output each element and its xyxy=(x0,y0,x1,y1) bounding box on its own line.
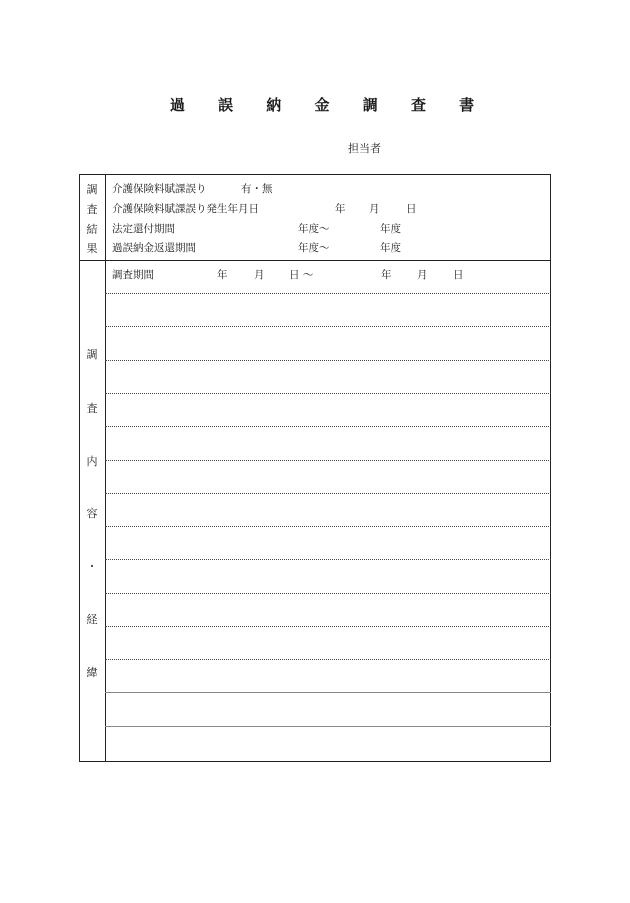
error-date-day: 日 xyxy=(406,203,417,215)
writing-line xyxy=(105,493,551,494)
writing-line xyxy=(105,593,551,594)
content-label-7: 緯 xyxy=(86,666,98,679)
writing-line xyxy=(105,626,551,627)
return-period-label: 過誤納金返還期間 xyxy=(112,242,196,254)
period-to-day: 日 xyxy=(453,269,464,281)
assessment-error-label: 介護保険料賦課誤り xyxy=(112,183,207,195)
return-period-to: 年度 xyxy=(380,242,401,254)
content-label-4: 容 xyxy=(86,507,98,520)
refund-period-to: 年度 xyxy=(380,223,401,235)
writing-line xyxy=(105,659,551,660)
period-from-day: 日 ～ xyxy=(289,269,314,281)
content-label-3: 内 xyxy=(86,455,98,468)
error-date-year: 年 xyxy=(335,203,346,215)
period-from-month: 月 xyxy=(254,269,265,281)
error-date-month: 月 xyxy=(369,203,380,215)
writing-line xyxy=(105,360,551,361)
form-bottom-border xyxy=(79,761,551,762)
result-label-4: 果 xyxy=(86,242,98,255)
content-label-2: 査 xyxy=(86,402,98,415)
return-period-from: 年度～ xyxy=(298,242,330,254)
period-to-month: 月 xyxy=(417,269,428,281)
content-label-1: 調 xyxy=(86,348,98,361)
writing-line xyxy=(105,326,551,327)
result-label-1: 調 xyxy=(86,183,98,196)
period-from-year: 年 xyxy=(217,269,228,281)
writing-line xyxy=(105,393,551,394)
writing-line xyxy=(105,526,551,527)
refund-period-from: 年度～ xyxy=(298,223,330,235)
writing-line xyxy=(105,559,551,560)
result-label-3: 結 xyxy=(86,223,98,236)
content-label-5: ・ xyxy=(86,560,98,573)
writing-line xyxy=(105,726,551,727)
writing-line xyxy=(105,460,551,461)
label-column-divider xyxy=(105,174,106,762)
content-label-6: 経 xyxy=(86,613,98,626)
period-label: 調査期間 xyxy=(112,269,154,281)
form-top-border xyxy=(79,174,551,175)
result-label-2: 査 xyxy=(86,203,98,216)
writing-line xyxy=(105,426,551,427)
investigation-form xyxy=(79,174,551,762)
writing-line xyxy=(105,692,551,693)
period-to-year: 年 xyxy=(381,269,392,281)
writing-line xyxy=(105,293,551,294)
section-divider xyxy=(79,260,551,261)
staff-label: 担当者 xyxy=(348,142,381,155)
form-right-border xyxy=(550,174,551,762)
document-title: 過 誤 納 金 調 査 書 xyxy=(169,96,489,114)
refund-period-label: 法定還付期間 xyxy=(112,223,175,235)
assessment-error-value: 有・無 xyxy=(241,183,273,195)
error-date-label: 介護保険料賦課誤り発生年月日 xyxy=(112,203,259,215)
